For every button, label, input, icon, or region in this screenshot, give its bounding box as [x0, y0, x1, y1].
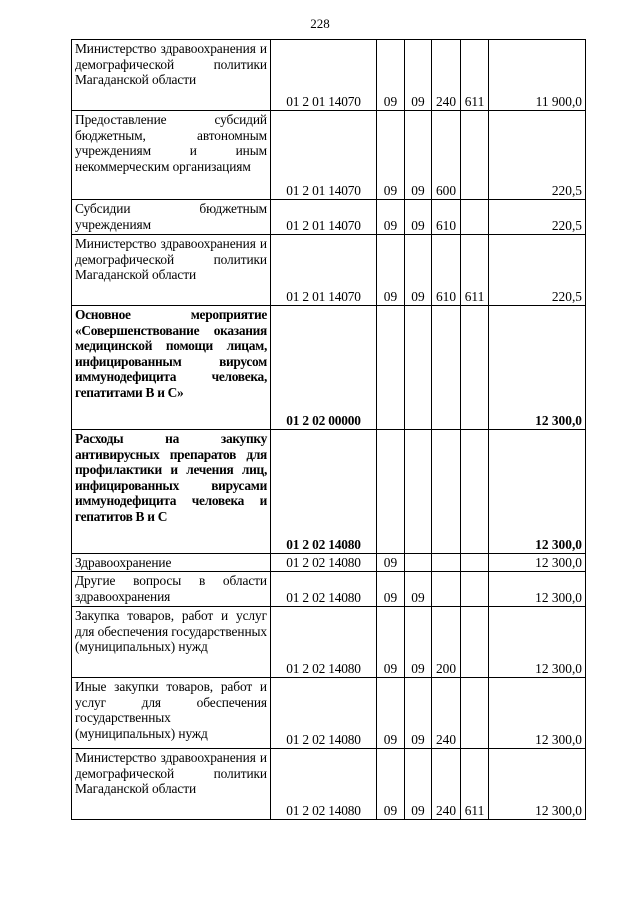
table-row [72, 678, 586, 749]
target-code-cell: 01 2 01 14070 [271, 111, 377, 200]
row-name-cell: Расходы на закупку антивирусных препаратов для профилактики и лечения лиц, инфицированных вирусами иммунодефицита человека и гепатитов В и С [72, 430, 271, 554]
target-code-cell: 01 2 02 00000 [271, 306, 377, 430]
target-code-cell: 01 2 01 14070 [271, 40, 377, 111]
section-cell: 09 [377, 200, 405, 235]
row-name-cell: Здравоохранение [72, 554, 271, 572]
table-row [72, 200, 586, 235]
row-name-cell: Закупка товаров, работ и услуг для обеспечения государственных (муниципальных) нужд [72, 607, 271, 678]
expense-type-cell [432, 430, 461, 554]
subsection-cell [405, 306, 432, 430]
administrator-cell: 611 [461, 235, 489, 306]
target-code-cell: 01 2 02 14080 [271, 572, 377, 607]
target-code-cell: 01 2 01 14070 [271, 200, 377, 235]
amount-cell: 12 300,0 [489, 306, 586, 430]
subsection-cell: 09 [405, 200, 432, 235]
expense-type-cell: 240 [432, 749, 461, 820]
row-name-cell: Министерство здравоохранения и демографической политики Магаданской области [72, 749, 271, 820]
amount-cell: 12 300,0 [489, 430, 586, 554]
amount-cell: 12 300,0 [489, 749, 586, 820]
expense-type-cell [432, 572, 461, 607]
section-cell: 09 [377, 572, 405, 607]
table-row [72, 554, 586, 572]
administrator-cell [461, 607, 489, 678]
expense-type-cell: 240 [432, 40, 461, 111]
administrator-cell [461, 678, 489, 749]
expense-type-cell: 610 [432, 235, 461, 306]
table-row [72, 40, 586, 111]
expense-type-cell [432, 306, 461, 430]
subsection-cell [405, 554, 432, 572]
expense-type-cell: 240 [432, 678, 461, 749]
expense-type-cell [432, 554, 461, 572]
expense-type-cell: 610 [432, 200, 461, 235]
row-name-cell: Основное мероприятие «Совершенствование оказания медицинской помощи лицам, инфицированным вирусом иммунодефицита человека, гепатитами В и С» [72, 306, 271, 430]
table-row [72, 572, 586, 607]
table-row [72, 306, 586, 430]
row-name-cell: Другие вопросы в области здравоохранения [72, 572, 271, 607]
administrator-cell [461, 111, 489, 200]
row-name-cell: Субсидии бюджетным учреждениям [72, 200, 271, 235]
budget-table [71, 39, 586, 820]
target-code-cell: 01 2 02 14080 [271, 430, 377, 554]
subsection-cell: 09 [405, 572, 432, 607]
budget-table-body [72, 40, 586, 820]
amount-cell: 12 300,0 [489, 678, 586, 749]
target-code-cell: 01 2 02 14080 [271, 678, 377, 749]
table-row [72, 430, 586, 554]
amount-cell: 12 300,0 [489, 572, 586, 607]
target-code-cell: 01 2 02 14080 [271, 607, 377, 678]
target-code-cell: 01 2 02 14080 [271, 749, 377, 820]
section-cell: 09 [377, 554, 405, 572]
subsection-cell: 09 [405, 111, 432, 200]
row-name-cell: Предоставление субсидий бюджетным, автономным учреждениям и иным некоммерческим организациям [72, 111, 271, 200]
table-row [72, 235, 586, 306]
subsection-cell: 09 [405, 40, 432, 111]
amount-cell: 220,5 [489, 111, 586, 200]
page-number: 228 [310, 16, 330, 31]
table-row [72, 111, 586, 200]
table-row [72, 749, 586, 820]
amount-cell: 220,5 [489, 235, 586, 306]
administrator-cell [461, 430, 489, 554]
target-code-cell: 01 2 01 14070 [271, 235, 377, 306]
row-name-cell: Министерство здравоохранения и демографической политики Магаданской области [72, 40, 271, 111]
amount-cell: 11 900,0 [489, 40, 586, 111]
target-code-cell: 01 2 02 14080 [271, 554, 377, 572]
administrator-cell: 611 [461, 749, 489, 820]
expense-type-cell: 600 [432, 111, 461, 200]
row-name-cell: Министерство здравоохранения и демографической политики Магаданской области [72, 235, 271, 306]
administrator-cell [461, 572, 489, 607]
amount-cell: 220,5 [489, 200, 586, 235]
section-cell: 09 [377, 607, 405, 678]
subsection-cell [405, 430, 432, 554]
subsection-cell: 09 [405, 607, 432, 678]
amount-cell: 12 300,0 [489, 607, 586, 678]
section-cell [377, 306, 405, 430]
administrator-cell [461, 306, 489, 430]
administrator-cell [461, 554, 489, 572]
administrator-cell [461, 200, 489, 235]
section-cell: 09 [377, 111, 405, 200]
table-row [72, 607, 586, 678]
subsection-cell: 09 [405, 749, 432, 820]
section-cell: 09 [377, 749, 405, 820]
row-name-cell: Иные закупки товаров, работ и услуг для обеспечения государственных (муниципальных) нужд [72, 678, 271, 749]
subsection-cell: 09 [405, 678, 432, 749]
subsection-cell: 09 [405, 235, 432, 306]
section-cell [377, 430, 405, 554]
administrator-cell: 611 [461, 40, 489, 111]
expense-type-cell: 200 [432, 607, 461, 678]
amount-cell: 12 300,0 [489, 554, 586, 572]
section-cell: 09 [377, 40, 405, 111]
section-cell: 09 [377, 235, 405, 306]
section-cell: 09 [377, 678, 405, 749]
